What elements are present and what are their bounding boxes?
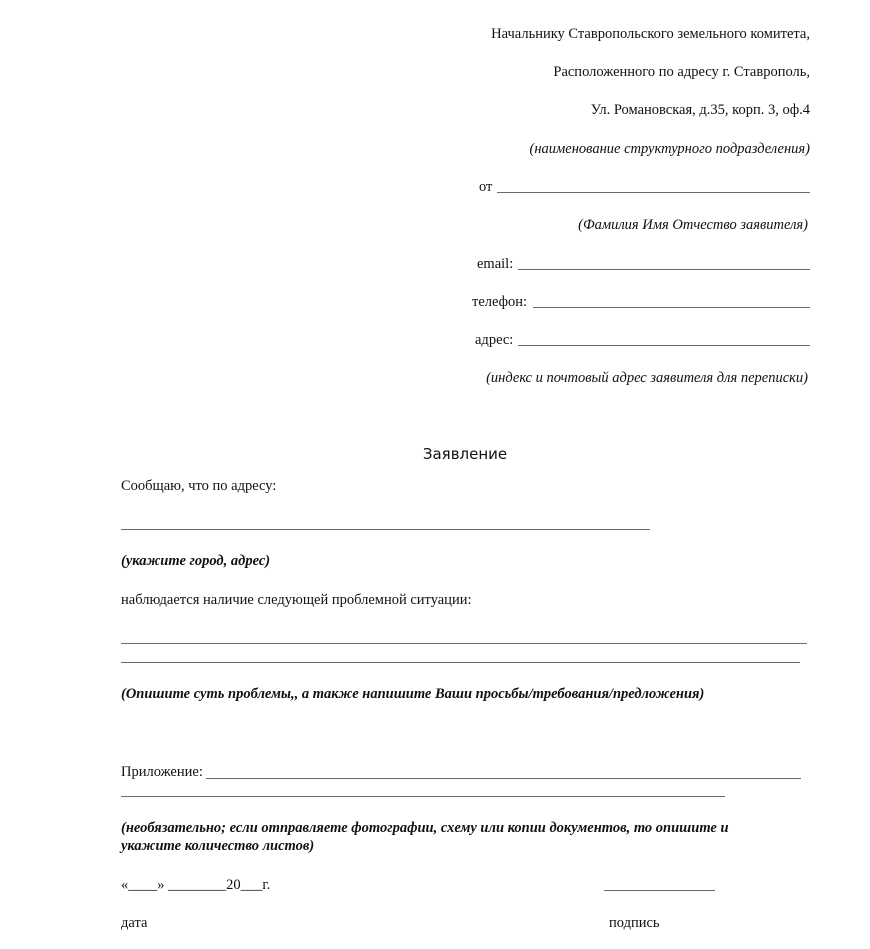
attachment-field-line-2[interactable]	[121, 796, 725, 797]
document-title: Заявление	[422, 445, 508, 463]
attachment-label: Приложение:	[121, 764, 203, 780]
email-label: email:	[477, 256, 514, 272]
problem-hint: (Опишите суть проблемы,, а также напишите Ваши просьбы/требования/предложения)	[121, 686, 705, 702]
recipient-line-3: Ул. Романовская, д.35, корп. 3, оф.4	[590, 102, 810, 118]
incident-address-hint: (укажите город, адрес)	[121, 553, 271, 569]
date-field[interactable]: «____» ________20___г.	[121, 877, 271, 893]
problem-text: наблюдается наличие следующей проблемной ситуации:	[121, 592, 472, 608]
problem-field-line-2[interactable]	[121, 662, 800, 663]
recipient-hint: (наименование структурного подразделения)	[529, 141, 810, 157]
phone-field[interactable]	[533, 307, 810, 308]
incident-address-field[interactable]	[121, 529, 650, 530]
recipient-line-1: Начальнику Ставропольского земельного комитета,	[491, 26, 810, 42]
attachment-hint-line-1: (необязательно; если отправляете фотографии, схему или копии документов, то опишите и	[121, 820, 729, 836]
from-field[interactable]	[497, 192, 810, 193]
attachment-hint-line-2: укажите количество листов)	[121, 838, 315, 854]
from-label: от	[479, 179, 493, 195]
attachment-field-line-1[interactable]	[206, 778, 801, 779]
report-text: Сообщаю, что по адресу:	[121, 478, 277, 494]
address-hint: (индекс и почтовый адрес заявителя для переписки)	[486, 370, 808, 386]
address-label: адрес:	[475, 332, 514, 348]
problem-field-line-1[interactable]	[121, 643, 807, 644]
signature-label: подпись	[609, 915, 660, 931]
email-field[interactable]	[518, 269, 810, 270]
address-field[interactable]	[518, 345, 810, 346]
recipient-line-2: Расположенного по адресу г. Ставрополь,	[553, 64, 810, 80]
signature-field[interactable]	[604, 890, 715, 891]
date-label: дата	[121, 915, 148, 931]
from-hint: (Фамилия Имя Отчество заявителя)	[578, 217, 808, 233]
phone-label: телефон:	[472, 294, 528, 310]
